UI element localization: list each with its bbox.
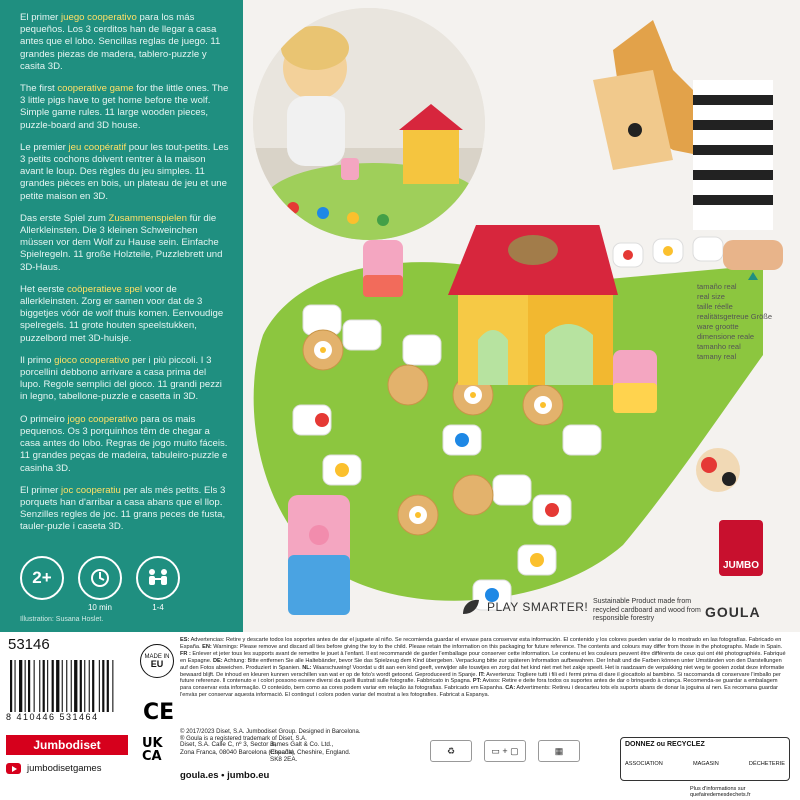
child-playing-photo bbox=[253, 8, 485, 240]
youtube-link[interactable] bbox=[6, 763, 101, 774]
barcode-bar bbox=[43, 660, 45, 712]
description-panel bbox=[0, 0, 243, 632]
recycling-icons bbox=[430, 740, 580, 762]
players-icon bbox=[136, 556, 180, 612]
goula-logo: GOULA bbox=[705, 604, 761, 620]
barcode-bar bbox=[102, 660, 104, 712]
barcode-bar bbox=[56, 660, 59, 712]
website-links[interactable]: goula.es • jumbo.eu bbox=[180, 770, 270, 781]
real-size-label: real size bbox=[696, 292, 725, 301]
real-size-labels bbox=[697, 282, 772, 362]
youtube-icon bbox=[6, 763, 21, 774]
barcode-bar bbox=[74, 660, 77, 712]
real-size-label: realitätsgetreue Größe bbox=[696, 312, 772, 321]
barcode-bar bbox=[10, 660, 12, 712]
barcode-bar bbox=[99, 660, 100, 712]
play-smarter-text: PLAY SMARTER! bbox=[487, 600, 589, 614]
warning-language-code: NL: bbox=[302, 664, 312, 671]
barcode-bar bbox=[66, 660, 67, 712]
warning-language-code: EN: bbox=[202, 643, 212, 650]
warning-text: Enlever et jeter tous les supports avant de remettre le jouet à l'enfant. Il est recommandé de garder l'emballage pour conserver cette information. Le contenu et les couleurs peuvent être différents de ceux qui ont été photographiés. Fabriqué en Espagne. bbox=[180, 650, 786, 664]
barcode-bar bbox=[107, 660, 109, 712]
barcode bbox=[6, 660, 126, 712]
barcode-bar bbox=[25, 660, 26, 712]
barcode-bar bbox=[52, 660, 54, 712]
jumbo-logo: JUMBO bbox=[719, 520, 763, 576]
real-size-label: tamany real bbox=[696, 352, 737, 361]
warning-language-code: CA: bbox=[505, 685, 516, 692]
warning-text: Avisos: Retire e deite fora todos os suportes antes de dar o brinquedo à criança. Recomenda-se guardar a embalagem para conservar esta informação. O conteúdo, bem como as cores podem variar em relação às fotografias. Fabricado em Espanha. bbox=[180, 678, 778, 692]
barcode-bar bbox=[92, 660, 94, 712]
description-paragraph: Het eerste coöperatieve spel voor de allerkleinsten. Zorg er samen voor dat de 3 biggetjes vóór de wolf thuis komen. Eenvoudige spelregels. 11 grote houten speelstukken, puzzelbord met 3D-huisje. bbox=[20, 283, 224, 344]
description-paragraph: Das erste Spiel zum Zusammenspielen für die Allerkleinsten. Die 3 kleinen Schweinchen müssen vor dem Wolf zu Hause sein. Einfache Spielregeln. 11 große Holzteile, Puzzlebrett und 3D-Haus. bbox=[20, 212, 223, 273]
barcode-bar bbox=[15, 660, 16, 712]
barcode-bar bbox=[39, 660, 40, 712]
safety-warnings bbox=[180, 637, 786, 699]
age-icon: 2+ bbox=[20, 556, 64, 600]
sustainable-text: Sustainable Product made from recycled cardboard and wood from responsible forestry bbox=[593, 598, 701, 622]
warning-text: Warnings: Please remove and discard all ties before giving the toy to the child. Please retain the information on this packaging for future reference. The contents and colours may differ from those in the photographs. Made in Spain. bbox=[211, 643, 783, 650]
clock-icon bbox=[78, 556, 122, 612]
packaging-sort-icon: ▭ + ▢ bbox=[484, 740, 526, 762]
barcode-bar bbox=[84, 660, 85, 712]
description-paragraph: O primeiro jogo cooperativo para os mais pequenos. Os 3 porquinhos têm de chegar a casa antes do lobo. Regras de jogo muito fáceis. 11 grandes peças de madeira, tabuleiro-puzzle e casinha 3D. bbox=[20, 413, 228, 474]
barcode-bar bbox=[47, 660, 48, 712]
warning-text: Waarschuwing! Voordat u dit aan een kind geeft, verwijder alle touwtjes en zorg dat het kind niet met het zakje speelt. Het is raadzaam de verpakking niet weg te gooien zodat deze informatie bewaard blijft. De inhoud en kleuren kunnen verschillen van wat er op de foto's wordt getoond. Geproduceerd in Spanje. bbox=[180, 664, 785, 678]
youtube-handle: jumbodisetgames bbox=[27, 763, 102, 774]
copyright-notice: © 2017/2023 Diset, S.A. Jumbodiset Group. Designed in Barcelona. ® Goula is a registered trademark of Diset, S.A. bbox=[180, 729, 361, 743]
play-smarter-logo bbox=[461, 598, 588, 616]
description-paragraph: The first cooperative game for the little ones. The 3 little pigs have to get home before the wolf. Simple game rules. 11 large wooden pieces, puzzle-board and 3D house. bbox=[20, 83, 229, 131]
warning-language-code: DE: bbox=[212, 657, 223, 664]
time-label: 10 min bbox=[87, 603, 112, 612]
illustration-credit: Illustration: Susana Hoslet. bbox=[20, 616, 104, 623]
game-board-illustration bbox=[243, 225, 763, 625]
barcode-bar bbox=[89, 660, 90, 712]
cardboard-icon: ▦ bbox=[538, 740, 580, 762]
ce-mark: CE bbox=[143, 700, 175, 725]
barcode-bar bbox=[34, 660, 35, 712]
ukca-mark: UK CA bbox=[142, 736, 163, 764]
warning-text: Advertiments: Retireu i descarteu tots els suports abans de donar la joguina al nen. Es recomana guardar l'envàs per conservar aquesta informació. El contingut i colors poden variar del mostrat a les fotografies. Fabricat a Espanya. bbox=[180, 685, 778, 699]
real-size-label: ware grootte bbox=[696, 322, 739, 331]
barcode-number: 8 410446 531464 bbox=[6, 712, 99, 722]
real-size-label: dimensione reale bbox=[696, 332, 755, 341]
warning-language-code: IT: bbox=[478, 671, 485, 678]
barcode-bar bbox=[62, 660, 63, 712]
warning-text: Avvertenza: Togliere tutti i fili ed i fermi prima di dare il giocattolo al bambino. Si raccomanda di conservare l'imballo per future referenze. Il contenuto e i colori possono essere diversi da quelli illustrati sulle fotografie. Fabbricato in Spagna. bbox=[180, 671, 781, 685]
address-galt: James Galt & Co. Ltd., Cheadle, Cheshire, England. SK8 2EA. bbox=[270, 741, 351, 764]
barcode-bar bbox=[80, 660, 82, 712]
real-size-label: tamanho real bbox=[696, 342, 741, 351]
address-diset: Diset, S.A. Calle C, nº 3, Sector B, Zona Franca, 08040 Barcelona (España) bbox=[180, 741, 295, 756]
warning-language-code: PT: bbox=[472, 678, 482, 685]
triman-website: Plus d'informations sur quefairedemesdechets.fr bbox=[690, 786, 751, 798]
made-in-eu-seal: MADE IN EU bbox=[140, 644, 174, 678]
warning-language-code: FR : bbox=[180, 650, 191, 657]
warning-text: Achtung: Bitte entfernen Sie alle Haltebänder, bevor Sie das Spielzeug dem Kind übergeben. Verpackung bitte zur späteren Information aufbewahren. Der Inhalt und die Farben können unter Umständen von den Darstellungen auf den Fotos abweichen. Produziert in Spanien. bbox=[180, 657, 782, 671]
barcode-bar bbox=[112, 660, 113, 712]
barcode-bar bbox=[71, 660, 72, 712]
recycle-bin-icon: ♻ bbox=[430, 740, 472, 762]
info-icons bbox=[20, 556, 180, 612]
barcode-bar bbox=[28, 660, 30, 712]
leaf-icon bbox=[461, 598, 481, 616]
description-paragraph: Il primo gioco cooperativo per i più piccoli. I 3 porcellini debbono arrivare a casa prima del lupo. Regole semplici del gioco. 11 grandi pezzi in legno, tabellone-puzzle e casetta in 3D. bbox=[20, 354, 222, 403]
real-size-indicator-icon bbox=[748, 272, 758, 280]
jumbodiset-logo: Jumbodiset bbox=[6, 735, 128, 755]
real-size-label: tamaño real bbox=[696, 282, 737, 291]
wolf-piece bbox=[563, 10, 793, 270]
triman-columns: ASSOCIATION MAGASIN DÉCHETERIE bbox=[625, 761, 785, 767]
players-label: 1-4 bbox=[152, 603, 164, 612]
description-paragraph: Le premier jeu coopératif pour les tout-petits. Les 3 petits cochons doivent rentrer à la maison avant le loup. Des règles du jeu simples. 11 grandes pièces en bois, un plateau de jeu et une petite maison en 3D. bbox=[20, 141, 229, 202]
product-photo bbox=[243, 0, 800, 632]
description-paragraph: El primer juego cooperativo para los más pequeños. Los 3 cerditos han de llegar a casa antes que el lobo. Sencillas reglas de juego. 11 grandes piezas de madera, tablero-puzzle y casita 3D. bbox=[20, 12, 221, 72]
triman-recycling-info: DONNEZ ou RECYCLEZ ASSOCIATION MAGASIN DÉCHETERIE bbox=[620, 737, 790, 781]
warning-language-code: ES: bbox=[180, 637, 190, 643]
warning-text: Advertencias: Retire y descarte todos los soportes antes de dar el juguete al niño. Se recomienda guardar el envase para conservar esta información. El contenido y los colores pueden variar de lo mostrado en las fotografías. Fabricado en España. bbox=[180, 637, 782, 650]
description-paragraph: El primer joc cooperatiu per als més petits. Els 3 porquets han d'arribar a casa abans que el llop. Senzilles regles de joc. 11 grans peces de fusta, tauler-puzle i caseta 3D. bbox=[20, 484, 226, 533]
description-list bbox=[20, 12, 229, 534]
product-code: 53146 bbox=[8, 636, 50, 653]
barcode-bar bbox=[19, 660, 22, 712]
real-size-label: taille réelle bbox=[696, 302, 733, 311]
